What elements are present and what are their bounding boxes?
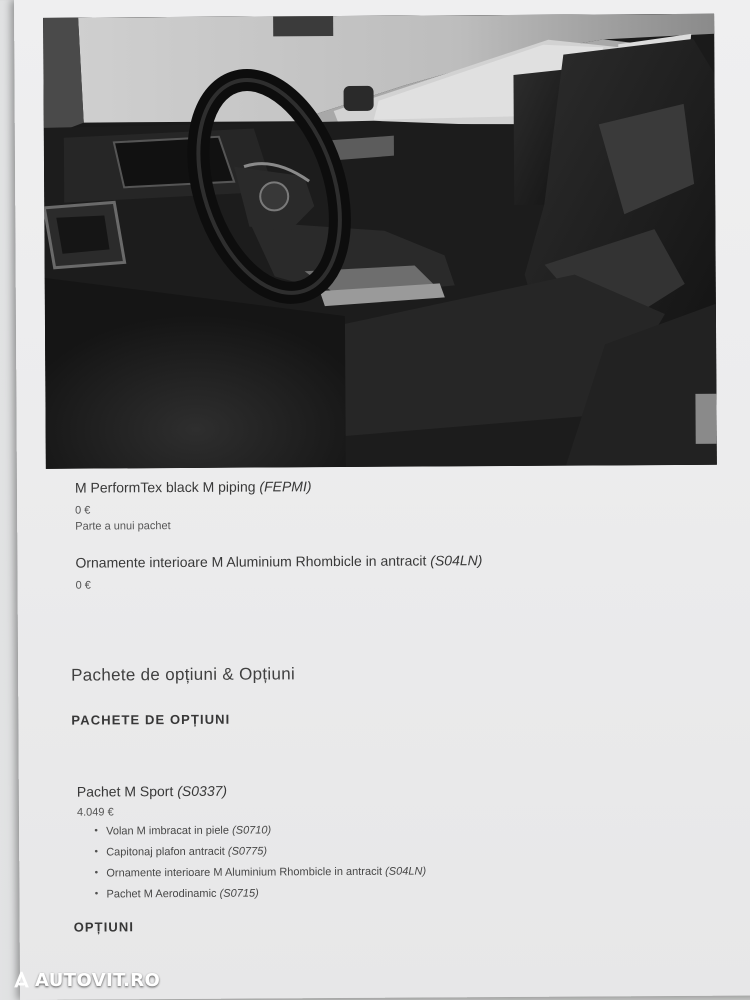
package-title: [77, 780, 719, 800]
underlying-text-line: [0, 172, 12, 185]
underlying-text-line: [0, 371, 13, 384]
underlying-text-line: [0, 135, 12, 148]
underlying-text-line: [0, 210, 12, 223]
upholstery-option-note: Parte a unui pachet: [75, 520, 171, 533]
bullet-icon: •: [94, 867, 99, 879]
bullet-icon: •: [94, 825, 98, 837]
underlying-text-line: [0, 185, 12, 198]
trim-option-name: Ornamente interioare M Aluminium Rhombicle in antracit: [75, 552, 427, 571]
package-content-code: (S0710): [232, 823, 272, 837]
watermark-text: AUTOVIT.RO: [35, 969, 161, 991]
m-sport-package: [77, 780, 720, 905]
bullet-icon: •: [94, 846, 98, 858]
trim-option: [75, 551, 717, 592]
underlying-text-line: [0, 272, 12, 285]
underlying-text-line: [0, 197, 12, 210]
upholstery-option-code: (FEPMI): [259, 478, 312, 495]
autovit-watermark: [10, 969, 160, 991]
options-section-title: Pachete de opțiuni & Opțiuni: [71, 664, 296, 685]
list-item: [89, 880, 719, 905]
underlying-text-line: [0, 309, 13, 322]
underlying-text-line: [0, 247, 12, 260]
car-interior-photo: [43, 14, 717, 469]
package-content-code: (S0775): [227, 844, 268, 858]
packages-heading: PACHETE DE OPȚIUNI: [71, 711, 231, 728]
bullet-icon: •: [94, 888, 99, 900]
underlying-text-line: [0, 98, 11, 111]
underlying-text-line: [0, 321, 13, 334]
underlying-document-text: [0, 98, 13, 396]
autovit-logo-icon: [10, 969, 33, 991]
underlying-text-line: [0, 259, 12, 272]
options-heading: OPȚIUNI: [73, 919, 135, 935]
package-content-code: (S04LN): [385, 864, 427, 878]
underlying-text-line: [0, 334, 13, 347]
trim-option-title: [75, 551, 717, 571]
trim-option-price: 0 €: [75, 579, 91, 592]
underlying-text-line: [0, 123, 11, 136]
underlying-text-line: [0, 110, 11, 123]
package-price: 4.049 €: [76, 806, 114, 819]
car-interior-image: [43, 14, 717, 469]
package-code: (S0337): [177, 782, 228, 800]
document-page: [14, 0, 750, 1000]
underlying-text-line: [0, 235, 12, 248]
package-content-name: Pachet M Aerodinamic: [106, 887, 217, 900]
package-contents-list: [89, 817, 720, 905]
underlying-text-line: [0, 222, 12, 235]
package-content-name: Ornamente interioare M Aluminium Rhombicle in antracit: [106, 865, 383, 879]
package-name: Pachet M Sport: [76, 783, 174, 800]
underlying-text-line: [0, 346, 13, 359]
upholstery-option: [75, 476, 717, 533]
trim-option-code: (S04LN): [430, 552, 483, 569]
package-content-name: Volan M imbracat in piele: [106, 824, 230, 837]
upholstery-option-name: M PerformTex black M piping: [74, 478, 256, 496]
upholstery-option-price: 0 €: [75, 504, 91, 517]
underlying-text-line: [0, 148, 12, 161]
package-content-code: (S0715): [219, 887, 259, 900]
upholstery-option-title: [75, 476, 717, 496]
underlying-text-line: [0, 284, 13, 297]
package-content-name: Capitonaj plafon antracit: [106, 845, 225, 858]
underlying-text-line: [0, 297, 13, 310]
underlying-text-line: [0, 160, 12, 173]
underlying-text-line: [0, 359, 13, 372]
underlying-text-line: [0, 383, 13, 396]
